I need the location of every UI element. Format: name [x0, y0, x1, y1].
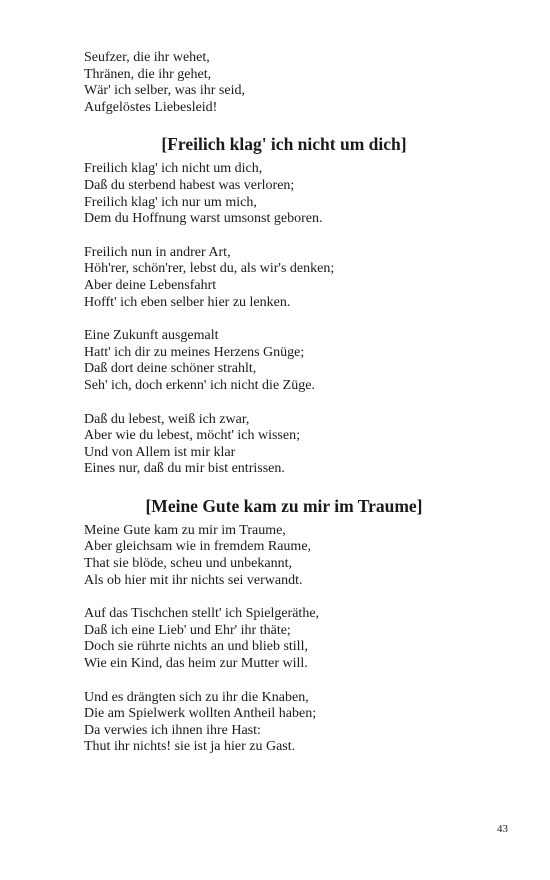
- verse-line: Aber wie du lebest, möcht' ich wissen;: [84, 428, 300, 444]
- verse-line: Wär' ich selber, was ihr seid,: [84, 83, 245, 99]
- verse-line: Daß du sterbend habest was verloren;: [84, 177, 295, 193]
- poem-freilich-klag: [84, 133, 484, 478]
- verse-line: Und es drängten sich zu ihr die Knaben,: [84, 689, 309, 705]
- poem-title: [Freilich klag' ich nicht um dich]: [161, 134, 407, 155]
- verse-line: Freilich klag' ich nicht um dich,: [84, 161, 263, 177]
- verse-line: Hofft' ich eben selber hier zu lenken.: [84, 294, 291, 310]
- stanza: [84, 328, 484, 394]
- verse-line: Seufzer, die ihr wehet,: [84, 50, 210, 65]
- poem-meine-gute: [84, 495, 484, 756]
- verse-line: Eines nur, daß du mir bist entrissen.: [84, 461, 285, 477]
- page-body: [84, 50, 484, 773]
- opening-stanza: [84, 50, 484, 116]
- verse-line: Wie ein Kind, das heim zur Mutter will.: [84, 656, 308, 672]
- verse-line: Als ob hier mit ihr nichts sei verwandt.: [84, 572, 303, 588]
- stanza: [84, 161, 484, 227]
- verse-line: Thränen, die ihr gehet,: [84, 66, 212, 82]
- verse-line: Aufgelöstes Liebesleid!: [84, 99, 218, 115]
- verse-line: Meine Gute kam zu mir im Traume,: [84, 522, 286, 538]
- stanza: [84, 606, 484, 672]
- verse-line: Aber deine Lebensfahrt: [84, 277, 217, 293]
- verse-line: Daß du lebest, weiß ich zwar,: [84, 411, 250, 427]
- verse-line: Hatt' ich dir zu meines Herzens Gnüge;: [84, 344, 305, 360]
- verse-line: That sie blöde, scheu und unbekannt,: [84, 556, 293, 572]
- verse-line: Seh' ich, doch erkenn' ich nicht die Züge.: [84, 377, 315, 393]
- verse-line: Höh'rer, schön'rer, lebst du, als wir's denken;: [84, 261, 335, 277]
- verse-line: Thut ihr nichts! sie ist ja hier zu Gast.: [84, 739, 296, 755]
- verse-line: Auf das Tischchen stellt' ich Spielgeräthe,: [84, 606, 320, 622]
- verse-line: Daß ich eine Lieb' und Ehr' ihr thäte;: [84, 622, 291, 638]
- poem-title: [Meine Gute kam zu mir im Traume]: [145, 495, 423, 516]
- page-number: 43: [497, 823, 508, 835]
- stanza: [84, 245, 484, 311]
- stanza: [84, 690, 484, 756]
- verse-line: Daß dort deine schöner strahlt,: [84, 361, 257, 377]
- stanza: [84, 412, 484, 478]
- verse-line: Die am Spielwerk wollten Antheil haben;: [84, 706, 317, 722]
- verse-line: Da verwies ich ihnen ihre Hast:: [84, 722, 261, 738]
- stanza: [84, 523, 484, 589]
- verse-line: Doch sie rührte nichts an und blieb still,: [84, 639, 308, 655]
- verse-line: Freilich klag' ich nur um mich,: [84, 194, 257, 210]
- verse-line: Dem du Hoffnung warst umsonst geboren.: [84, 211, 323, 227]
- verse-line: Und von Allem ist mir klar: [84, 444, 236, 460]
- verse-line: Freilich nun in andrer Art,: [84, 244, 231, 260]
- verse-line: Eine Zukunft ausgemalt: [84, 328, 219, 344]
- verse-line: Aber gleichsam wie in fremdem Raume,: [84, 539, 312, 555]
